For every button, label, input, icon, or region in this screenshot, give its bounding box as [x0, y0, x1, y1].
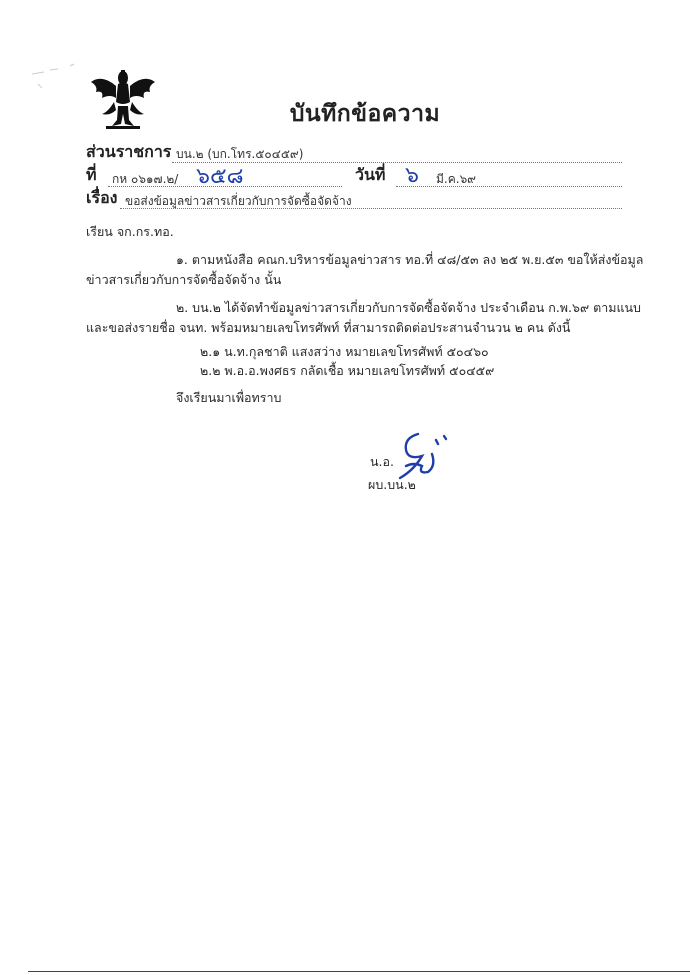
page-bottom-edge: [28, 971, 690, 972]
paragraph-1-line-1: ๑. ตามหนังสือ คณก.บริหารข้อมูลข่าวสาร ทอ.ที่ ๔๘/๕๓ ลง ๒๕ พ.ย.๕๓ ขอให้ส่งข้อมูล: [176, 252, 644, 267]
subject-value: ขอส่งข้อมูลข่าวสารเกี่ยวกับการจัดซื้อจัดจ้าง: [125, 194, 352, 208]
ref-dotted-line: [108, 186, 342, 187]
agency-label: ส่วนราชการ: [86, 142, 172, 161]
subject-dotted-line: [120, 208, 622, 209]
agency-value: บน.๒ (บก.โทร.๕๐๔๕๙): [176, 147, 304, 161]
date-label: วันที่: [355, 165, 386, 184]
date-value: มี.ค.๖๙: [436, 172, 476, 186]
signer-position: ผบ.บน.๒: [368, 477, 416, 492]
closing-line: จึงเรียนมาเพื่อทราบ: [176, 390, 282, 405]
contact-2: ๒.๒ พ.อ.อ.พงศธร กลัดเชื้อ หมายเลขโทรศัพท์ ๕๐๔๕๙: [200, 363, 495, 378]
ref-handwritten: ๖๕๘: [196, 164, 244, 189]
paragraph-2-line-1: ๒. บน.๒ ได้จัดทำข้อมูลข่าวสารเกี่ยวกับการจัดซื้อจัดจ้าง ประจำเดือน ก.พ.๖๙ ตามแนบ: [176, 300, 641, 315]
page-title: บันทึกข้อความ: [289, 101, 441, 127]
subject-label: เรื่อง: [86, 188, 118, 207]
contact-1: ๒.๑ น.ท.กุลชาติ แสงสว่าง หมายเลขโทรศัพท์ ๕๐๔๖๐: [200, 344, 489, 359]
date-handwritten: ๖: [405, 163, 419, 188]
signer-rank: น.อ.: [370, 454, 394, 469]
salutation: เรียน จก.กร.ทอ.: [86, 224, 174, 239]
paragraph-2-line-2: และขอส่งรายชื่อ จนท. พร้อมหมายเลขโทรศัพท์ ที่สามารถติดต่อประสานจำนวน ๒ คน ดังนี้: [86, 320, 571, 335]
scan-artifact: [30, 62, 90, 92]
date-dotted-line: [396, 186, 622, 187]
ref-label: ที่: [86, 165, 97, 184]
ref-value: กห ๐๖๑๗.๒/: [112, 172, 179, 186]
paragraph-1-line-2: ข่าวสารเกี่ยวกับการจัดซื้อจัดจ้าง นั้น: [86, 272, 282, 287]
